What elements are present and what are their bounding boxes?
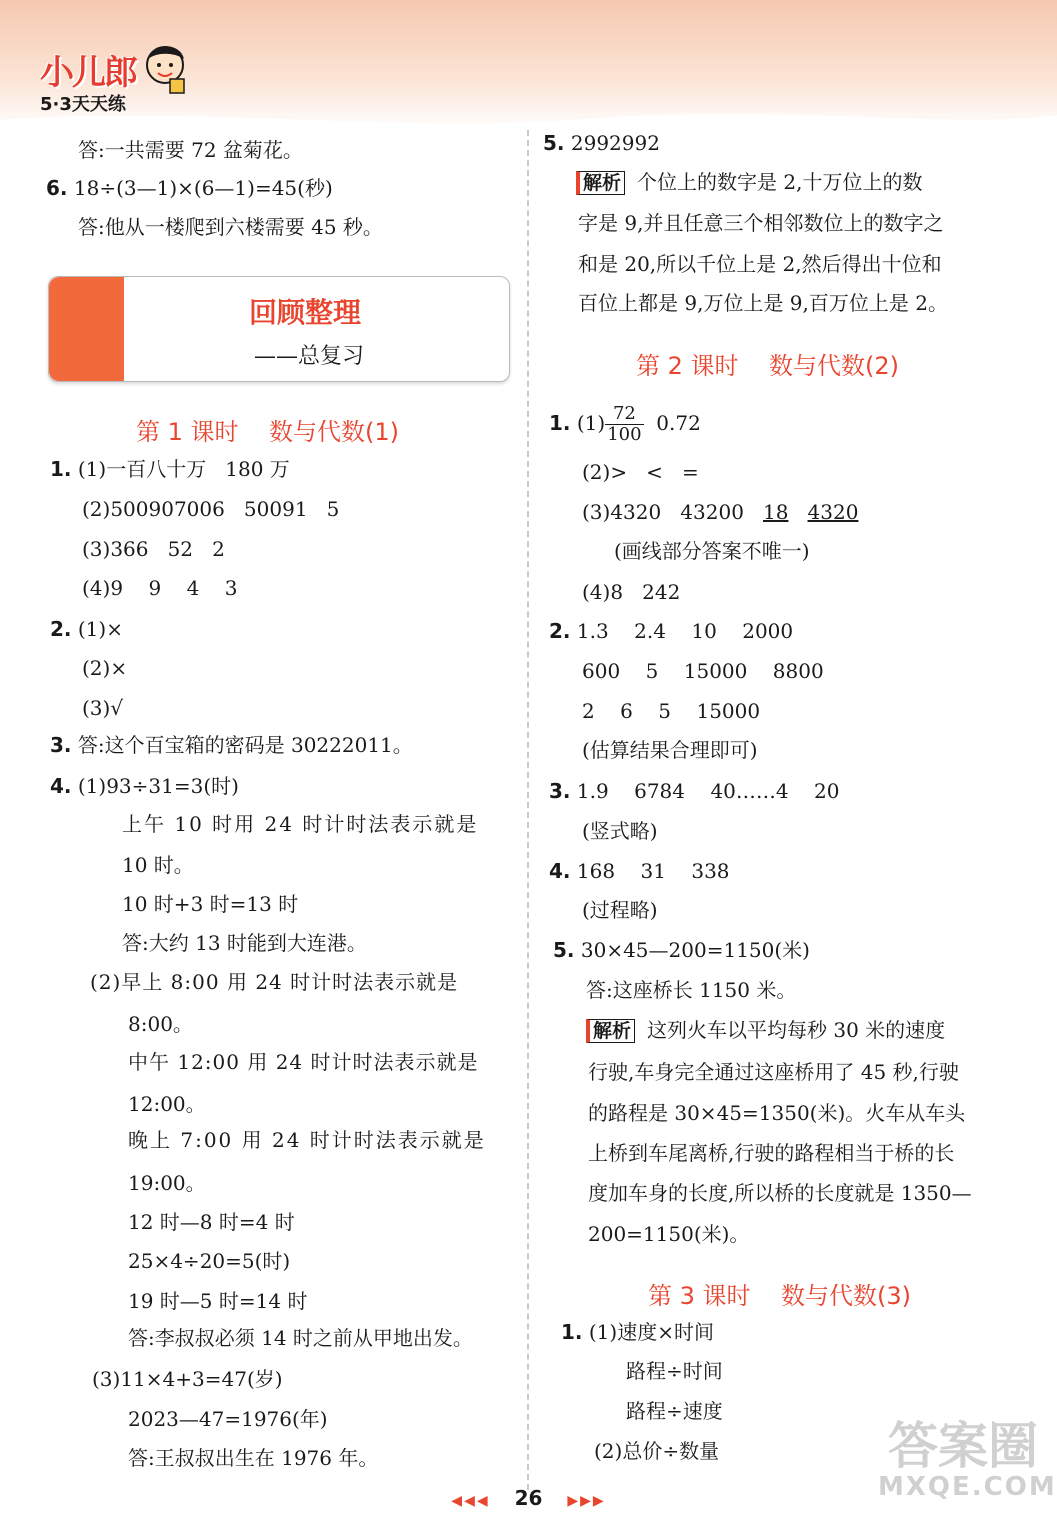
question-number: 6. (46, 176, 68, 200)
question-2 (549, 619, 793, 643)
review-subtitle: ——总复习 (254, 344, 365, 369)
answer-line: (2)早上 8:00 用 24 时计时法表示就是 (90, 970, 459, 994)
answer-line: 25×4÷20=5(时) (128, 1249, 291, 1273)
question-1 (549, 404, 701, 445)
answer-line: (3)366 52 2 (82, 537, 225, 561)
answer-line: (2)500907006 50091 5 (82, 497, 340, 521)
answer-text: 2992992 (570, 131, 660, 155)
question-5 (543, 131, 660, 155)
fraction-denominator: 100 (607, 424, 642, 445)
answer-text: (1)速度×时间 (588, 1320, 714, 1344)
boy-mascot-icon (140, 37, 190, 97)
answer-line: 19:00。 (128, 1171, 206, 1195)
page-number: 26 (514, 1486, 543, 1510)
answer-text: (3)4320 43200 (582, 500, 763, 524)
answer-text: 30×45—200=1150(米) (580, 938, 810, 962)
analysis-line: 和是 20,所以千位上是 2,然后得出十位和 (578, 252, 942, 276)
watermark-line2: MXQE.COM (878, 1472, 1057, 1502)
answer-note: (竖式略) (582, 819, 658, 843)
answer-line: 答:他从一楼爬到六楼需要 45 秒。 (78, 215, 383, 239)
answer-text: 答:这个百宝箱的密码是 30222011。 (77, 733, 413, 757)
review-tab (49, 277, 124, 381)
answer-line: 答:李叔叔必须 14 时之前从甲地出发。 (128, 1326, 473, 1350)
answer-line: (3)11×4+3=47(岁) (92, 1367, 283, 1391)
analysis-line: 200=1150(米)。 (588, 1222, 750, 1246)
question-3 (50, 733, 413, 757)
review-title: 回顾整理 (249, 296, 362, 329)
analysis-tag: 解析 (576, 171, 625, 195)
answer-text: 168 31 338 (576, 859, 730, 883)
answer-line: 10 时+3 时=13 时 (122, 892, 299, 916)
fraction (605, 404, 643, 445)
answer-line: (2)× (82, 656, 128, 680)
question-2 (50, 617, 123, 641)
column-divider (527, 130, 529, 1490)
underlined-answer: 4320 (807, 500, 859, 524)
answer-text: 0.72 (643, 411, 701, 435)
analysis-line: 行驶,车身完全通过这座桥用了 45 秒,行驶 (588, 1060, 959, 1084)
question-number: 4. (549, 859, 571, 883)
question-number: 2. (549, 619, 571, 643)
question-4 (549, 859, 730, 883)
watermark (878, 1417, 1057, 1530)
answer-line: 答:一共需要 72 盆菊花。 (78, 138, 303, 162)
analysis-line: 上桥到车尾离桥,行驶的路程相当于桥的长 (588, 1141, 955, 1165)
answer-line: 600 5 15000 8800 (582, 659, 824, 683)
answer-line: 中午 12:00 用 24 时计时法表示就是 (128, 1050, 479, 1074)
fraction-numerator: 72 (605, 404, 643, 425)
answer-line: 晚上 7:00 用 24 时计时法表示就是 (128, 1128, 486, 1152)
underlined-answer: 18 (763, 500, 789, 524)
answer-note: (估算结果合理即可) (582, 738, 758, 762)
answer-line: 上午 10 时用 24 时计时法表示就是 (122, 812, 479, 836)
analysis-line: 字是 9,并且任意三个相邻数位上的数字之 (578, 211, 944, 235)
analysis-line: 的路程是 30×45=1350(米)。火车从车头 (588, 1101, 966, 1125)
question-1 (50, 457, 290, 481)
question-number: 3. (549, 779, 571, 803)
watermark-line1: 答案圈 (888, 1417, 1038, 1475)
question-number: 3. (50, 733, 72, 757)
analysis-block (586, 1018, 945, 1043)
question-number: 1. (50, 457, 72, 481)
question-1 (561, 1320, 714, 1344)
question-number: 1. (561, 1320, 583, 1344)
answer-line-3 (582, 500, 858, 524)
logo-main: 小儿郎 (40, 53, 136, 93)
brand-logo (40, 45, 136, 116)
answer-line: 答:王叔叔出生在 1976 年。 (128, 1446, 379, 1470)
analysis-block (576, 170, 922, 195)
answer-line: 路程÷速度 (626, 1399, 723, 1423)
answer-text: 1.9 6784 40……4 20 (576, 779, 840, 803)
analysis-text: 这列火车以平均每秒 30 米的速度 (647, 1018, 946, 1042)
section-title: 第 2 课时 数与代数(2) (636, 352, 900, 380)
analysis-line: 百位上都是 9,万位上是 9,百万位上是 2。 (578, 291, 948, 315)
answer-line: 12 时—8 时=4 时 (128, 1210, 295, 1234)
answer-line: (3)√ (82, 696, 124, 720)
answer-line: (4)9 9 4 3 (82, 576, 238, 600)
question-6 (46, 176, 333, 200)
answer-text: (1)93÷31=3(时) (77, 774, 239, 798)
question-number: 5. (543, 131, 565, 155)
question-number: 2. (50, 617, 72, 641)
answer-text: 1.3 2.4 10 2000 (576, 619, 794, 643)
answer-text: (1)× (77, 617, 123, 641)
arrow-right-icon: ▶▶▶ (567, 1493, 606, 1509)
answer-line: 12:00。 (128, 1092, 206, 1116)
answer-text: 18÷(3—1)×(6—1)=45(秒) (73, 176, 333, 200)
answer-note: (画线部分答案不唯一) (614, 539, 810, 563)
question-5 (553, 938, 810, 962)
answer-line: (4)8 242 (582, 580, 681, 604)
question-number: 1. (549, 411, 571, 435)
answer-line: 2023—47=1976(年) (128, 1407, 328, 1431)
question-4 (50, 774, 239, 798)
answer-prefix: (1) (576, 411, 606, 435)
answer-line: 答:这座桥长 1150 米。 (586, 978, 797, 1002)
answer-line: 答:大约 13 时能到大连港。 (122, 931, 367, 955)
answer-line: 10 时。 (122, 853, 194, 877)
analysis-line: 度加车身的长度,所以桥的长度就是 1350— (588, 1181, 972, 1205)
answer-line: (2)> < = (582, 460, 699, 484)
logo-sub: 5·3天天练 (40, 94, 126, 115)
answer-line: (2)总价÷数量 (594, 1439, 720, 1463)
arrow-left-icon: ◀◀◀ (451, 1493, 490, 1509)
analysis-tag: 解析 (586, 1019, 635, 1043)
page-header (0, 0, 1057, 130)
answer-line: 19 时—5 时=14 时 (128, 1289, 308, 1313)
answer-note: (过程略) (582, 898, 658, 922)
answer-line: 8:00。 (128, 1012, 193, 1036)
section-title: 第 3 课时 数与代数(3) (648, 1282, 912, 1310)
answer-line: 路程÷时间 (626, 1359, 723, 1383)
question-3 (549, 779, 840, 803)
question-number: 5. (553, 938, 575, 962)
review-banner (48, 276, 510, 382)
question-number: 4. (50, 774, 72, 798)
answer-text: (1)一百八十万 180 万 (77, 457, 290, 481)
section-title: 第 1 课时 数与代数(1) (136, 418, 400, 446)
analysis-text: 个位上的数字是 2,十万位上的数 (637, 170, 923, 194)
answer-line: 2 6 5 15000 (582, 699, 761, 723)
